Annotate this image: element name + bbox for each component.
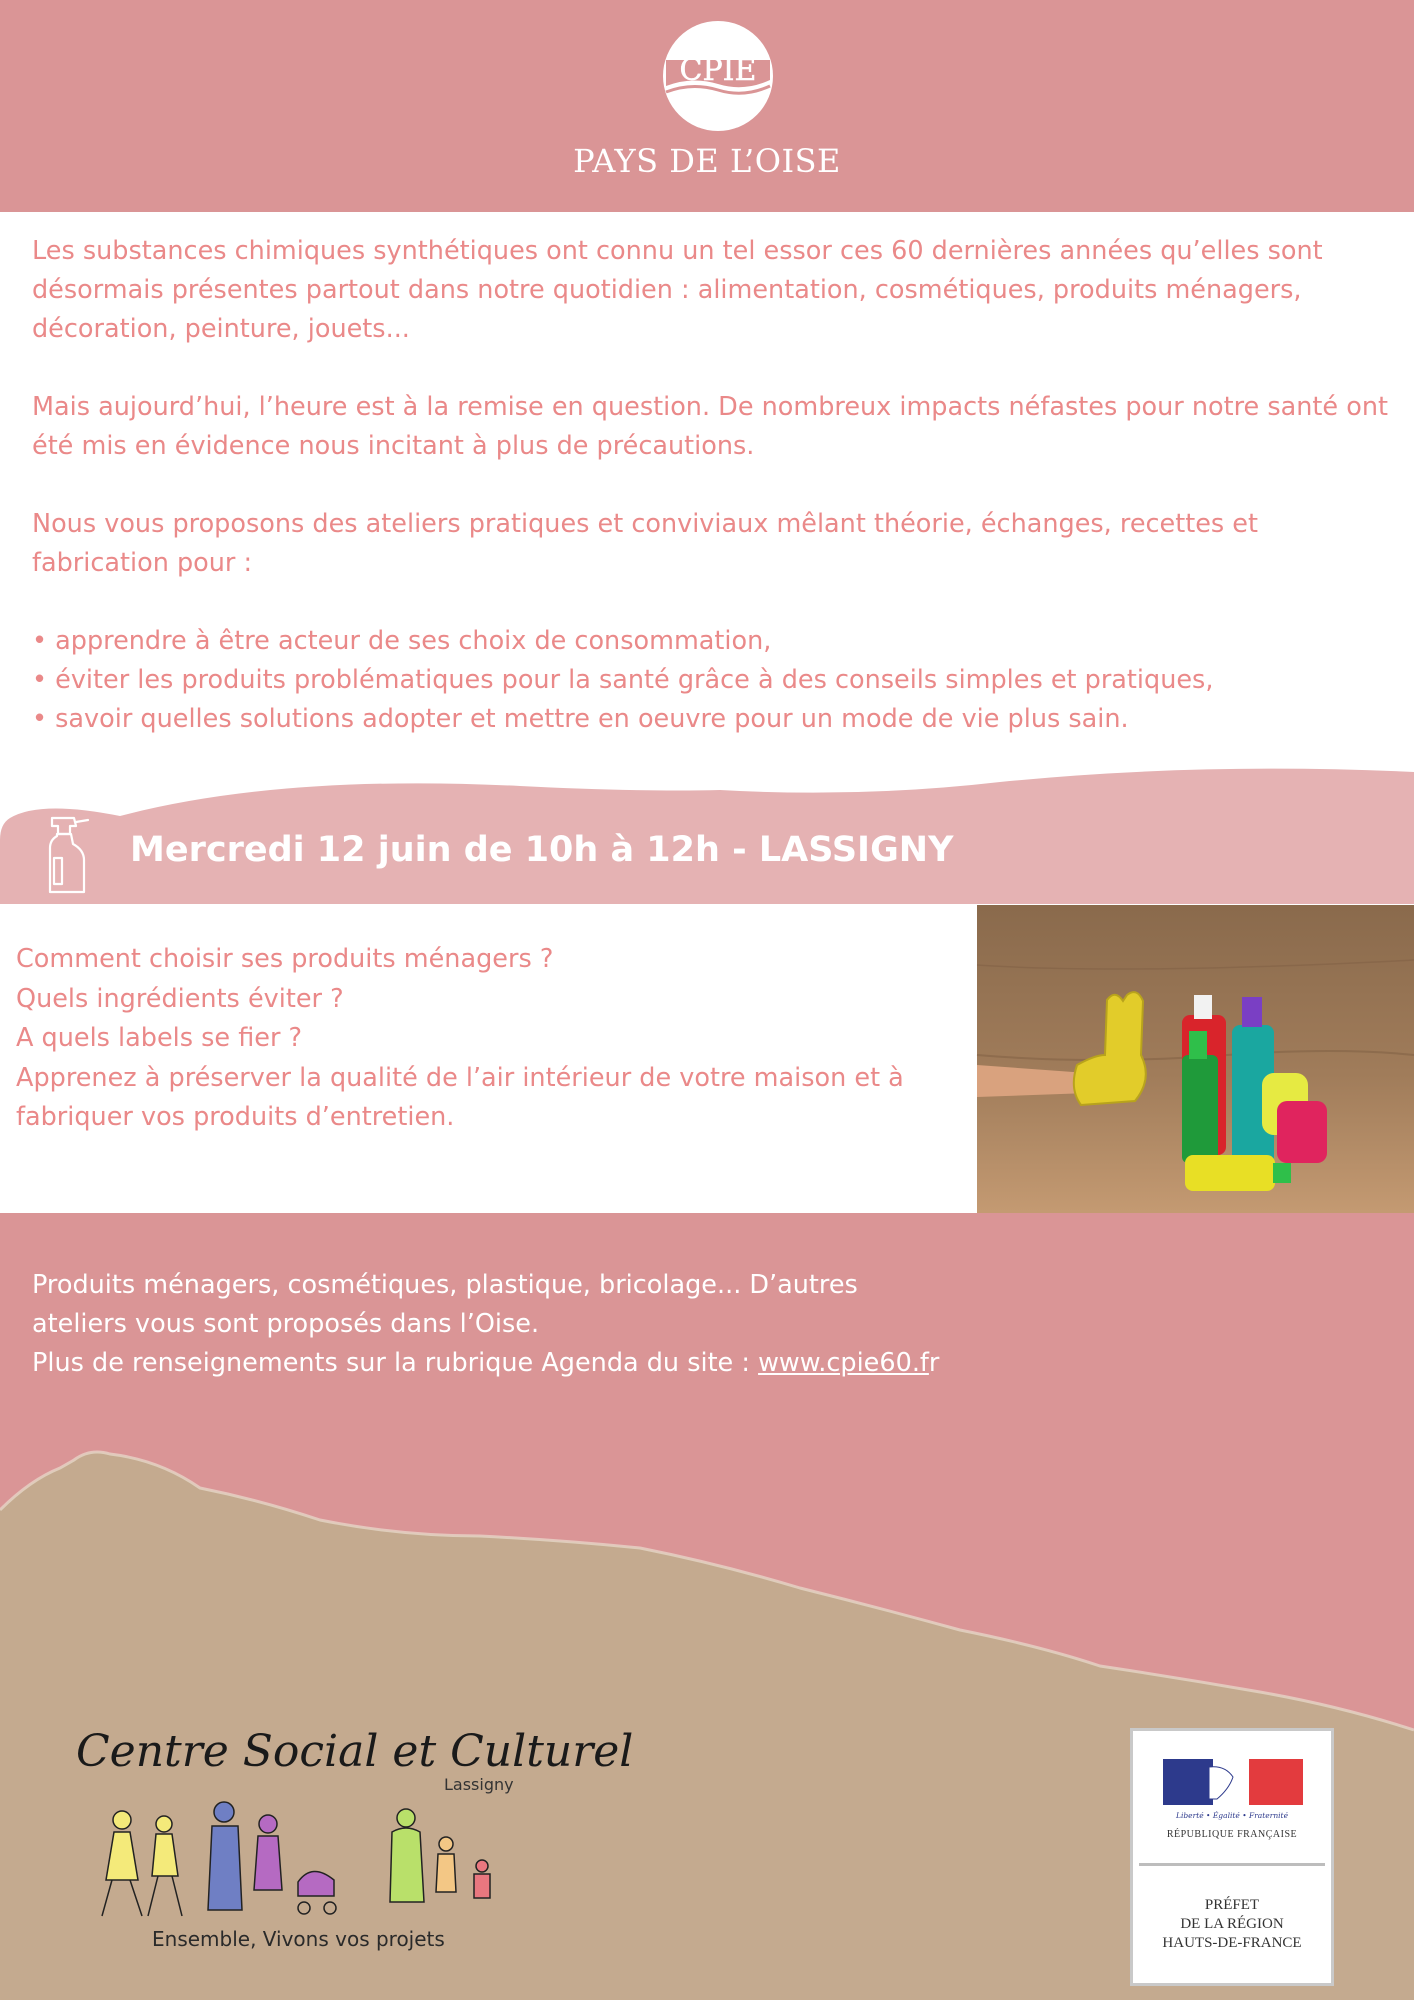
workshop-details — [16, 940, 956, 1138]
prefet-line: PRÉFET — [1204, 1897, 1260, 1913]
marianne-flag-icon — [1163, 1759, 1303, 1805]
centre-social-logo — [72, 1720, 634, 1960]
more-info-line: Produits ménagers, cosmétiques, plastique, bricolage... D’autres — [32, 1270, 858, 1300]
more-info-text — [32, 1266, 1132, 1383]
prefet-line: DE LA RÉGION — [1180, 1916, 1284, 1932]
cpie-logo — [662, 20, 774, 132]
website-link[interactable]: www.cpie60.f — [758, 1348, 929, 1378]
rf-devise: Liberté • Égalité • Fraternité — [1175, 1811, 1289, 1820]
benefit-item: • apprendre à être acteur de ses choix de consommation, — [32, 626, 772, 656]
intro-paragraph: Nous vous proposons des ateliers pratiques et conviviaux mêlant théorie, échanges, recettes et fabrication pour : — [32, 509, 1258, 578]
more-info-prefix: Plus de renseignements sur la rubrique Agenda du site : — [32, 1348, 759, 1378]
intro-paragraph: Mais aujourd’hui, l’heure est à la remise en question. De nombreux impacts néfastes pour notre santé ont été mis en évidence nous incitant à plus de précautions. — [32, 392, 1388, 461]
csc-subtitle: Lassigny — [444, 1775, 514, 1794]
website-link-suffix: r — [928, 1348, 940, 1378]
details-line: fabriquer vos produits d’entretien. — [16, 1102, 455, 1132]
more-info-line: ateliers vous sont proposés dans l’Oise. — [32, 1309, 540, 1339]
cleaning-products-photo — [977, 905, 1414, 1213]
csc-tagline: Ensemble, Vivons vos projets — [152, 1927, 445, 1951]
cpie-logo-text: CPIE — [679, 53, 757, 88]
rf-label: RÉPUBLIQUE FRANÇAISE — [1166, 1829, 1298, 1840]
header-band — [0, 0, 1414, 212]
details-line: Quels ingrédients éviter ? — [16, 983, 344, 1014]
intro-text — [32, 232, 1392, 739]
divider — [1139, 1863, 1325, 1866]
prefet-line: HAUTS-DE-FRANCE — [1162, 1935, 1302, 1951]
benefit-item: • savoir quelles solutions adopter et mettre en oeuvre pour un mode de vie plus sain. — [32, 704, 1129, 734]
details-line: Apprenez à préserver la qualité de l’air intérieur de votre maison et à — [16, 1062, 904, 1093]
more-info-line — [32, 1344, 1132, 1383]
spray-bottle-icon — [44, 814, 94, 896]
benefits-list — [32, 622, 1392, 739]
prefet-logo — [1130, 1728, 1334, 1986]
details-line: A quels labels se fier ? — [16, 1023, 303, 1053]
benefit-item: • éviter les produits problématiques pour la santé grâce à des conseils simples et pratiques, — [32, 665, 1214, 695]
prefet-label — [1133, 1896, 1331, 1953]
brand-name: PAYS DE L’OISE — [573, 142, 841, 180]
intro-paragraph: Les substances chimiques synthétiques ont connu un tel essor ces 60 dernières années qu’elles sont désormais présentes partout dans notre quotidien : alimentation, cosmétiques, produits ménagers, décoration, peinture, jouets... — [32, 236, 1323, 344]
event-title: Mercredi 12 juin de 10h à 12h - LASSIGNY — [130, 830, 954, 870]
csc-title: Centre Social et Culturel — [76, 1726, 634, 1777]
details-line: Comment choisir ses produits ménagers ? — [16, 944, 554, 974]
